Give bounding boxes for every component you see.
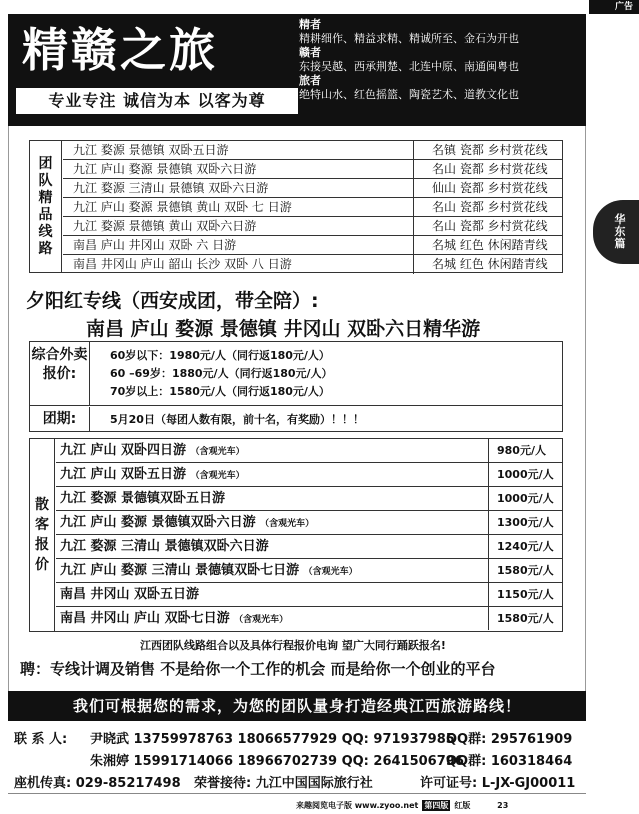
qq-group: QQ群: 295761909 — [446, 732, 573, 747]
table-row — [56, 487, 562, 511]
explain-heading: 精者 — [299, 18, 321, 31]
price-line: 70岁以上：1580元/人（同行返180元/人） — [110, 385, 330, 398]
price-line: 60岁以下：1980元/人（同行返180元/人） — [110, 349, 330, 362]
qq-group: QQ群: 160318464 — [446, 754, 573, 769]
explain-heading: 赣者 — [299, 46, 321, 59]
footer-site: 来趣阅览电子版 www.zyoo.net — [296, 801, 419, 810]
route-tag: 名镇 瓷都 乡村赏花线 — [413, 141, 563, 160]
footer-section: 红版 — [454, 801, 471, 810]
custom-tour-banner: 我们可根据您的需求，为您的团队量身打造经典江西旅游路线！ — [8, 691, 586, 721]
sunset-line-route: 南昌 庐山 婺源 景德镇 井冈山 双卧六日精华游 — [86, 318, 481, 340]
contact-person: 朱湘婷 15991714066 18966702739 QQ: 2641506796 — [90, 754, 464, 769]
route-name: 南昌 庐山 井冈山 双卧 六 日游 — [73, 238, 237, 252]
sunset-price-table — [29, 341, 563, 432]
route-name: 九江 婺源 三清山 景德镇 双卧六日游 — [73, 181, 269, 195]
sunset-line-title: 夕阳红专线（西安成团，带全陪）: — [26, 290, 319, 312]
route-name: 九江 庐山 婺源 景德镇 黄山 双卧 七 日游 — [73, 200, 292, 214]
page-footer — [296, 800, 508, 811]
route-name: 九江 庐山 婺源 景德镇 双卧六日游 — [73, 162, 257, 176]
table-row — [63, 141, 563, 160]
table-row — [56, 583, 562, 607]
route-name: 九江 庐山 婺源 三清山 景德镇双卧七日游 （含观光车） — [60, 563, 358, 578]
table-row — [63, 198, 563, 217]
brand-title: 精赣之旅 — [22, 23, 218, 77]
route-name: 南昌 井冈山 双卧五日游 — [60, 587, 200, 602]
route-price: 1000元/人 — [488, 463, 562, 486]
route-name: 南昌 井冈山 庐山 韶山 长沙 双卧 八 日游 — [73, 257, 292, 271]
explain-heading: 旅者 — [299, 74, 321, 87]
brand-explanation — [299, 18, 584, 102]
fax-number: 座机传真: 029-85217498 — [14, 776, 181, 791]
table-row — [63, 160, 563, 179]
license-number: 许可证号: L-JX-GJ00011 — [420, 776, 576, 791]
route-price: 1150元/人 — [488, 583, 562, 606]
route-name: 九江 庐山 双卧四日游 （含观光车） — [60, 443, 245, 458]
route-tag: 名城 红色 休闲踏青线 — [413, 255, 563, 274]
route-name: 南昌 井冈山 庐山 双卧七日游 （含观光车） — [60, 611, 289, 626]
route-tag: 名山 瓷都 乡村赏花线 — [413, 160, 563, 179]
route-name: 九江 庐山 双卧五日游 （含观光车） — [60, 467, 245, 482]
contact-person: 尹晓武 13759978763 18066577929 QQ: 971937985 — [90, 732, 455, 747]
group-tours-label: 团队精品线路 — [30, 141, 62, 272]
route-tag: 仙山 瓷都 乡村赏花线 — [413, 179, 563, 198]
table-row — [56, 463, 562, 487]
table-row — [56, 607, 562, 631]
explain-text: 绝特山水、红色摇篮、陶瓷艺术、道教文化也 — [299, 88, 519, 101]
table-row — [63, 236, 563, 255]
explain-text: 精耕细作、精益求精、精诚所至、金石为开也 — [299, 32, 519, 45]
scatter-tours-label: 散客报价 — [30, 439, 55, 631]
route-name: 九江 婺源 景德镇 黄山 双卧六日游 — [73, 219, 257, 233]
table-row — [56, 439, 562, 463]
route-price: 1580元/人 — [488, 607, 562, 630]
scatter-tours-table — [29, 438, 563, 632]
contact-note: 江西团队线路组合以及具体行程报价电询 望广大同行踊跃报名! — [140, 639, 446, 652]
table-row — [56, 535, 562, 559]
price-list — [90, 342, 562, 406]
table-row — [63, 217, 563, 236]
header-banner — [8, 14, 586, 126]
route-tag: 名山 瓷都 乡村赏花线 — [413, 198, 563, 217]
table-row — [63, 179, 563, 198]
contact-label: 联 系 人: — [14, 732, 68, 747]
footer-divider — [8, 793, 586, 794]
route-name: 九江 庐山 婺源 景德镇双卧六日游 （含观光车） — [60, 515, 315, 530]
route-price: 1300元/人 — [488, 511, 562, 534]
page-number: 23 — [497, 801, 509, 810]
table-row — [56, 559, 562, 583]
table-row — [63, 255, 563, 274]
table-row — [56, 511, 562, 535]
route-tag: 名城 红色 休闲踏青线 — [413, 236, 563, 255]
price-label: 综合外卖报价: — [30, 342, 90, 406]
group-tours-table — [29, 140, 563, 273]
ad-corner-tag: 广告 — [589, 0, 639, 14]
route-tag: 名山 瓷都 乡村赏花线 — [413, 217, 563, 236]
edition-badge: 第四版 — [424, 801, 449, 810]
slogan: 专业专注 诚信为本 以客为尊 — [16, 88, 298, 114]
host-agency: 荣誉接待: 九江中国国际旅行社 — [194, 776, 373, 791]
section-side-tab: 华东篇 — [593, 200, 639, 264]
route-price: 980元/人 — [488, 439, 562, 462]
route-price: 1240元/人 — [488, 535, 562, 558]
route-name: 九江 婺源 景德镇双卧五日游 — [60, 491, 226, 506]
route-price: 1580元/人 — [488, 559, 562, 582]
price-line: 60 –69岁：1880元/人（同行返180元/人） — [110, 367, 333, 380]
route-name: 九江 婺源 三清山 景德镇双卧六日游 — [60, 539, 269, 554]
date-text: 5月20日（每团人数有限，前十名，有奖励）！！！ — [110, 413, 364, 426]
recruitment-text: 聘：专线计调及销售 不是给你一个工作的机会 而是给你一个创业的平台 — [20, 660, 496, 678]
explain-text: 东接吴越、西承荆楚、北连中原、南通闽粤也 — [299, 60, 519, 73]
route-name: 九江 婺源 景德镇 双卧五日游 — [73, 143, 229, 157]
route-price: 1000元/人 — [488, 487, 562, 510]
date-label: 团期: — [30, 407, 90, 432]
